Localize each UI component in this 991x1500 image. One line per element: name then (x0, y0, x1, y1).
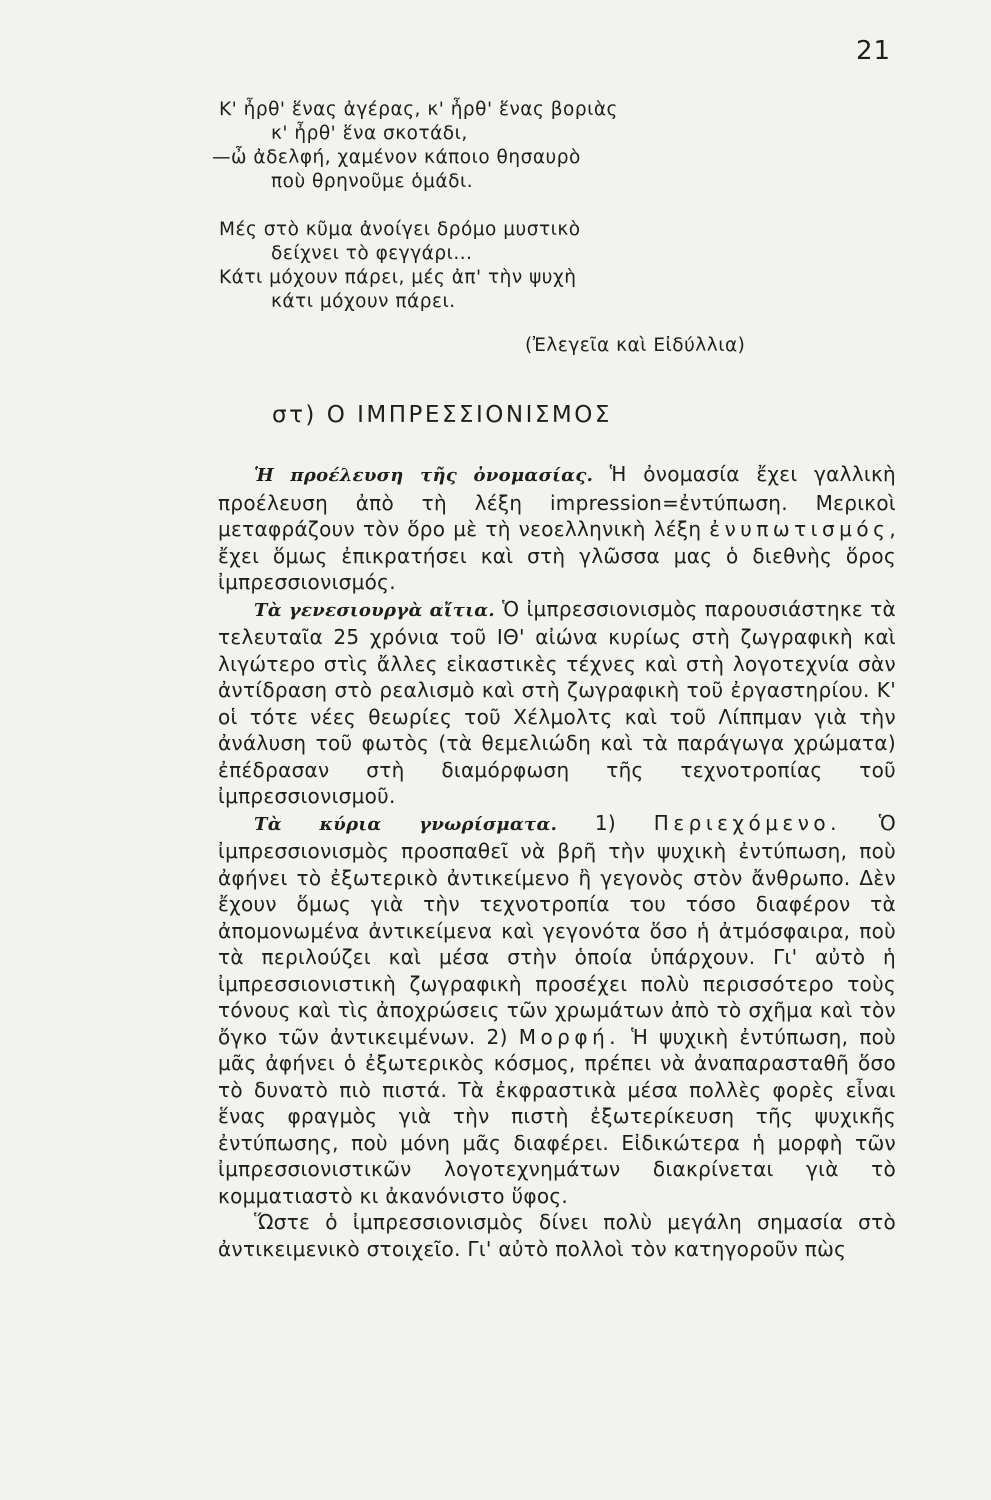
paragraph-text: Ὁ ἰμπρεσσιονισμὸς προσπαθεῖ νὰ βρῆ τὴν ψυχικὴ ἐντύπωση, ποὺ ἀφήνει τὸ ἐξωτερικὸ ἀντικείμενο ἢ γεγονὸς στὸν ἄνθρωπο. Δὲν ἔχουν ὅμως γιὰ τὴν τεχνοτροπία του τόσο διαφέρον τὰ ἀπομονωμένα ἀντικείμενα καὶ γεγονότα ὅσο ἡ ἀτμόσφαιρα, ποὺ τὰ περιλούζει καὶ μέσα στὴν ὁποία ὑπάρχουν. Γι' αὐτὸ ἡ ἰμπρεσσιονιστικὴ ζωγραφικὴ προσέχει πολὺ περισσότερο τοὺς τόνους καὶ τὶς ἀποχρώσεις τῶν χρωμάτων ἀπὸ τὸ σχῆμα καὶ τὸν ὄγκο τῶν ἀντικειμένων. (218, 810, 896, 1049)
poem-line: —ὦ ἀδελφή, χαμένον κάποιο θησαυρὸ (212, 147, 581, 168)
poem-line: κ' ἦρθ' ἕνα σκοτάδι, (271, 123, 468, 144)
poem-line: Κάτι μόχουν πάρει, μές ἀπ' τὴν ψυχὴ (219, 267, 577, 288)
paragraph-text: Ἡ ψυχικὴ ἐντύπωση, ποὺ μᾶς ἀφήνει ὁ ἐξωτερικὸς κόσμος, πρέπει νὰ ἀναπαρασταθῆ ὅσο τὸ δυνατὸ πιὸ πιστά. Τὰ ἐκφραστικὰ μέσα πολλὲς φορὲς εἶναι ἕνας φραγμὸς γιὰ τὴν πιστὴ ἐξωτερίκευση τῆς ψυχικῆς ἐντύπωσης, ποὺ μόνη μᾶς διαφέρει. Εἰδικώτερα ἡ μορφὴ τῶν ἰμπρεσσιονιστικῶν λογοτεχνημάτων διακρίνεται γιὰ τὸ κομματιαστὸ κι ἀκανόνιστο ὕφος. (218, 1024, 896, 1208)
paragraph-causes (218, 596, 896, 810)
paragraph-lead: Τὰ γενεσιουργὰ αἴτια. (254, 599, 495, 621)
spaced-term: Μορφή. (518, 1024, 621, 1049)
section-heading: στ) Ο ΙΜΠΡΕΣΣΙΟΝΙΣΜΟΣ (272, 402, 612, 428)
spaced-term: ἐνυπωτισμός (709, 517, 890, 541)
paragraph-text: Ἡ ὀνομασία ἔχει γαλλικὴ προέλευση ἀπὸ τὴ λέξη impression=ἐντύπωση. Μερικοὶ μεταφράζουν τὸν ὅρο μὲ τὴ νεοελληνικὴ λέξη (218, 462, 897, 541)
paragraph-text: Ὁ ἰμπρεσσιονισμὸς παρουσιάστηκε τὰ τελευταῖα 25 χρόνια τοῦ ΙΘ' αἰώνα κυρίως στὴ ζωγραφικὴ καὶ λιγώτερο στὶς ἄλλες εἰκαστικὲς τέχνες καὶ στὴ λογοτεχνία σὰν ἀντίδραση στὸ ρεαλισμὸ καὶ στὴ ζωγραφικὴ τοῦ ἐργαστηρίου. Κ' οἱ τότε νέες θεωρίες τοῦ Χέλμολτς καὶ τοῦ Λίππμαν γιὰ τὴν ἀνάλυση τοῦ φωτὸς (τὰ θεμελιώδη καὶ τὰ παράγωγα χρώματα) ἐπέδρασαν στὴ διαμόρφωση τῆς τεχνοτροπίας τοῦ ἰμπρεσσιονισμοῦ. (218, 596, 896, 808)
poem-line: δείχνει τὸ φεγγάρι... (271, 243, 473, 264)
paragraph-lead: Τὰ κύρια γνωρίσματα. (254, 813, 558, 835)
poem-line: ποὺ θρηνοῦμε ὁμάδι. (271, 171, 474, 192)
paragraph-lead: Ἡ προέλευση τῆς ὀνομασίας. (254, 465, 594, 486)
paragraph-text: , ἔχει ὅμως ἐπικρατήσει καὶ στὴ γλῶσσα μας ὁ διεθνὴς ὅρος ἰμπρεσσιονισμός. (218, 517, 896, 594)
spaced-term: Περιεχόμενο. (653, 810, 841, 835)
paragraph-origin (218, 461, 896, 596)
paragraph-conclusion (218, 1209, 896, 1262)
paragraph-features (218, 810, 896, 1210)
paragraph-text: Ὥστε ὁ ἰμπρεσσιονισμὸς δίνει πολὺ μεγάλη σημασία στὸ ἀντικειμενικὸ στοιχεῖο. Γι' αὐτὸ πολλοὶ τὸν κατηγοροῦν πὼς (218, 1210, 896, 1261)
stanza-gap (219, 194, 618, 218)
poem-source: (Ἐλεγεῖα καὶ Εἰδύλλια) (525, 335, 746, 356)
poem-line: Κ' ἦρθ' ἕνας ἀγέρας, κ' ἦρθ' ἕνας βοριὰς (219, 99, 618, 120)
poem-quotation (212, 98, 618, 314)
page-number: 21 (856, 36, 892, 66)
list-number: 1) (557, 810, 654, 835)
list-number: 2) (475, 1024, 519, 1049)
body-text (218, 461, 896, 1262)
poem-line: κάτι μόχουν πάρει. (271, 291, 456, 312)
poem-line: Μές στὸ κῦμα ἀνοίγει δρόμο μυστικὸ (219, 219, 581, 240)
